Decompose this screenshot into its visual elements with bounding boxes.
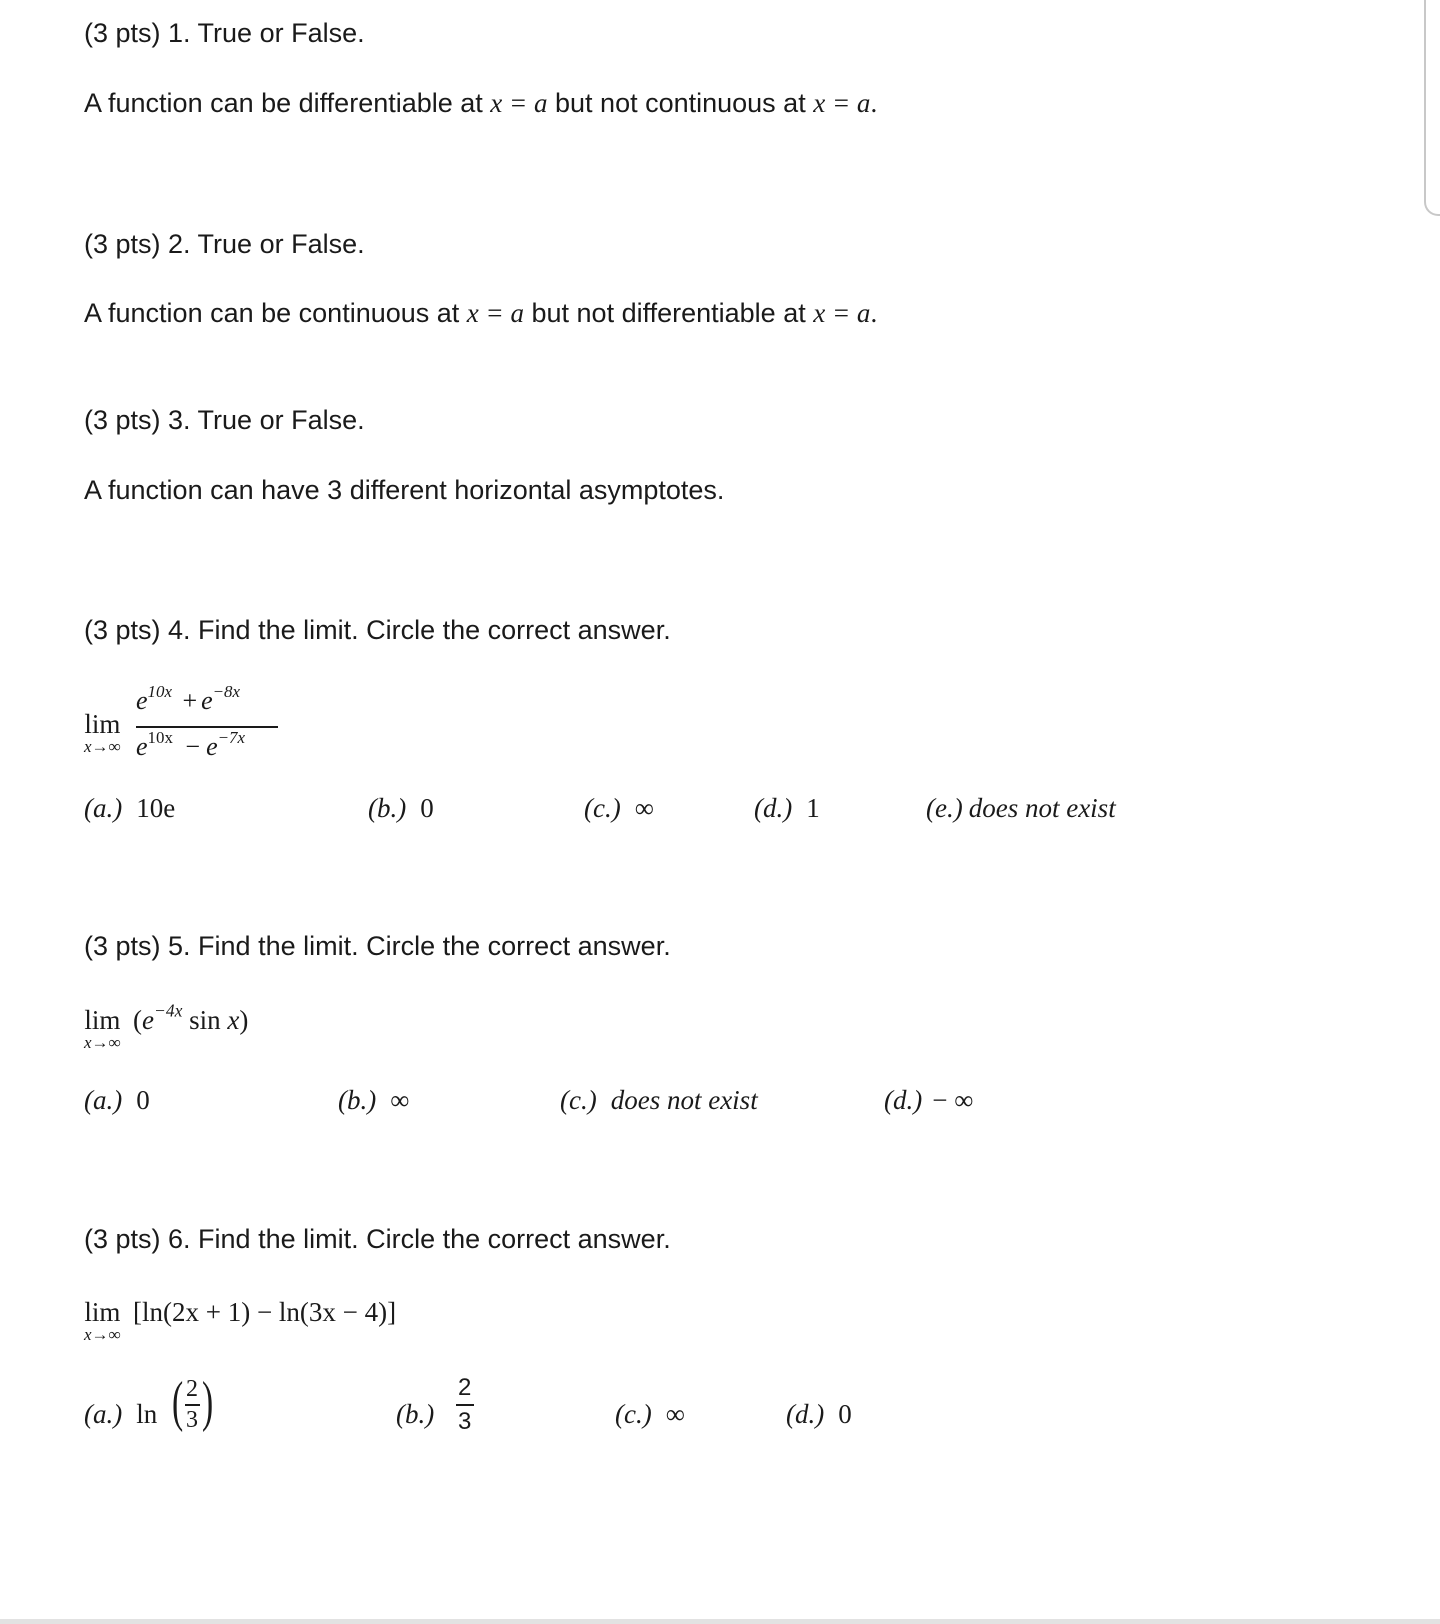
- q6-a-numerator: 2: [186, 1376, 198, 1402]
- q6-choice-d[interactable]: (d.) 0: [786, 1399, 852, 1429]
- q5-choice-a[interactable]: (a.) 0: [84, 1085, 150, 1115]
- q2-eq-2: x = a: [813, 298, 871, 328]
- q4-choice-c[interactable]: (c.) ∞: [584, 793, 654, 823]
- q4-lim-sub: x→∞: [84, 737, 121, 756]
- q6-choice-c[interactable]: (c.) ∞: [615, 1399, 685, 1429]
- q3-statement: A function can have 3 different horizontal asymptotes.: [84, 475, 725, 505]
- q6-a-fraction-bar: [185, 1404, 200, 1406]
- q6-choice-a[interactable]: (a.) ln: [84, 1399, 158, 1429]
- q1-end: .: [870, 88, 878, 118]
- q4-lim: [84, 710, 121, 756]
- q1-statement: [84, 88, 877, 119]
- q6-b-numerator: 2: [458, 1374, 472, 1401]
- q6-a-denominator: 3: [186, 1407, 198, 1433]
- q1-text-1: A function can be differentiable at: [84, 88, 491, 118]
- q2-eq-1: x = a: [466, 298, 524, 328]
- q5-choice-d[interactable]: (d.) − ∞: [884, 1085, 974, 1115]
- q5-header: (3 pts) 5. Find the limit. Circle the correct answer.: [84, 931, 671, 961]
- q3-header: (3 pts) 3. True or False.: [84, 405, 365, 435]
- q6-expression: [ln(2x + 1) − ln(3x − 4)]: [133, 1297, 397, 1327]
- q4-numerator: $e^{10x} + e^{-8x}$: [136, 682, 240, 715]
- q6-b-denominator: 3: [458, 1408, 472, 1435]
- q4-header: (3 pts) 4. Find the limit. Circle the correct answer.: [84, 615, 671, 645]
- q4-choice-e[interactable]: (e.) does not exist: [926, 793, 1116, 823]
- q2-text-1: A function can be continuous at: [84, 298, 467, 328]
- q1-eq-1: x = a: [490, 88, 548, 118]
- q4-choice-a[interactable]: (a.) 10e: [84, 793, 176, 823]
- q6-choice-b[interactable]: (b.): [396, 1399, 435, 1429]
- q2-text-2: but not differentiable at: [524, 298, 814, 328]
- q5-lim: [84, 1006, 121, 1052]
- q1-header: (3 pts) 1. True or False.: [84, 18, 365, 48]
- q4-lim-word: lim: [84, 709, 121, 739]
- q2-header: (3 pts) 2. True or False.: [84, 229, 365, 259]
- q4-choice-b[interactable]: (b.) 0: [368, 793, 434, 823]
- q6-b-fraction-bar: [456, 1404, 474, 1406]
- q1-text-2: but not continuous at: [547, 88, 814, 118]
- q5-expression: ($e^{-4x}$ sin x): [133, 1000, 249, 1035]
- q4-choice-d[interactable]: (d.) 1: [754, 793, 820, 823]
- scrollbar-edge[interactable]: [1424, 0, 1440, 216]
- q5-choice-c[interactable]: (c.) does not exist: [560, 1085, 758, 1115]
- q6-lim-word: lim: [84, 1297, 121, 1327]
- q6-lim-sub: x→∞: [84, 1325, 121, 1344]
- q2-statement: [84, 298, 877, 329]
- q1-eq-2: x = a: [813, 88, 871, 118]
- q6-a-right-paren: ): [202, 1371, 214, 1433]
- q6-header: (3 pts) 6. Find the limit. Circle the correct answer.: [84, 1224, 671, 1254]
- bottom-bar: [0, 1619, 1440, 1624]
- q6-a-left-paren: (: [172, 1371, 184, 1433]
- q5-choice-b[interactable]: (b.) ∞: [338, 1085, 410, 1115]
- q2-end: .: [870, 298, 878, 328]
- q5-lim-word: lim: [84, 1005, 121, 1035]
- q6-lim: [84, 1298, 121, 1344]
- q5-lim-sub: x→∞: [84, 1033, 121, 1052]
- q4-denominator: $e^{10x} - e^{-7x}$: [136, 728, 245, 761]
